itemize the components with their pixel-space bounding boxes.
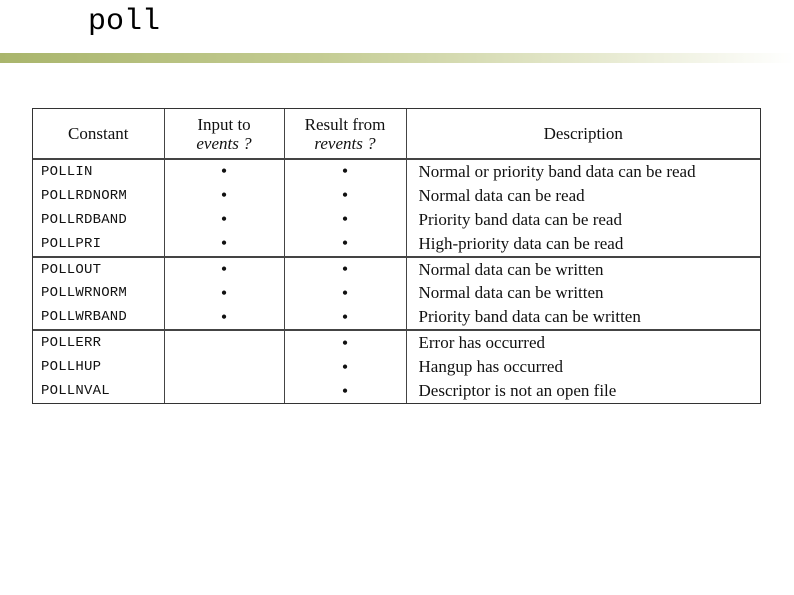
table-row [33,305,760,330]
input-bullet: • [164,257,284,282]
table-row [33,379,760,403]
result-bullet: • [284,305,406,330]
result-bullet: • [284,232,406,257]
result-bullet: • [284,208,406,232]
header-description: Description [406,109,760,159]
input-bullet: • [164,184,284,208]
result-bullet: • [284,184,406,208]
title-divider [0,53,794,63]
description-cell: Priority band data can be written [406,305,760,330]
result-bullet: • [284,257,406,282]
table-row [33,355,760,379]
constant-cell: POLLPRI [33,232,164,257]
result-bullet: • [284,159,406,184]
header-result-line1: Result from [304,114,386,134]
table-row [33,282,760,306]
table-row [33,257,760,282]
input-bullet: • [164,305,284,330]
constant-cell: POLLNVAL [33,379,164,403]
header-input-to-events [164,109,284,159]
description-cell: Normal or priority band data can be read [406,159,760,184]
constant-cell: POLLRDBAND [33,208,164,232]
table-header-row [33,109,760,159]
description-cell: Normal data can be read [406,184,760,208]
description-cell: Priority band data can be read [406,208,760,232]
description-cell: Error has occurred [406,330,760,355]
constant-cell: POLLRDNORM [33,184,164,208]
header-result-line2: revents ? [314,133,376,153]
poll-table [33,109,760,403]
header-input-line2: events ? [196,133,252,153]
header-input-line1: Input to [197,114,251,134]
table-row [33,208,760,232]
result-bullet: • [284,355,406,379]
description-cell: Hangup has occurred [406,355,760,379]
slide-title: poll [88,5,161,39]
input-bullet: • [164,282,284,306]
constant-cell: POLLERR [33,330,164,355]
table-row [33,330,760,355]
description-cell: High-priority data can be read [406,232,760,257]
input-bullet [164,355,284,379]
header-result-from-revents [284,109,406,159]
input-bullet [164,379,284,403]
result-bullet: • [284,282,406,306]
constant-cell: POLLIN [33,159,164,184]
table-row [33,232,760,257]
table-row [33,159,760,184]
input-bullet: • [164,159,284,184]
input-bullet: • [164,232,284,257]
constant-cell: POLLHUP [33,355,164,379]
header-constant: Constant [33,109,164,159]
table-row [33,184,760,208]
constant-cell: POLLOUT [33,257,164,282]
description-cell: Normal data can be written [406,282,760,306]
description-cell: Normal data can be written [406,257,760,282]
constant-cell: POLLWRBAND [33,305,164,330]
result-bullet: • [284,379,406,403]
constant-cell: POLLWRNORM [33,282,164,306]
description-cell: Descriptor is not an open file [406,379,760,403]
poll-events-table [32,108,761,404]
input-bullet: • [164,208,284,232]
input-bullet [164,330,284,355]
result-bullet: • [284,330,406,355]
